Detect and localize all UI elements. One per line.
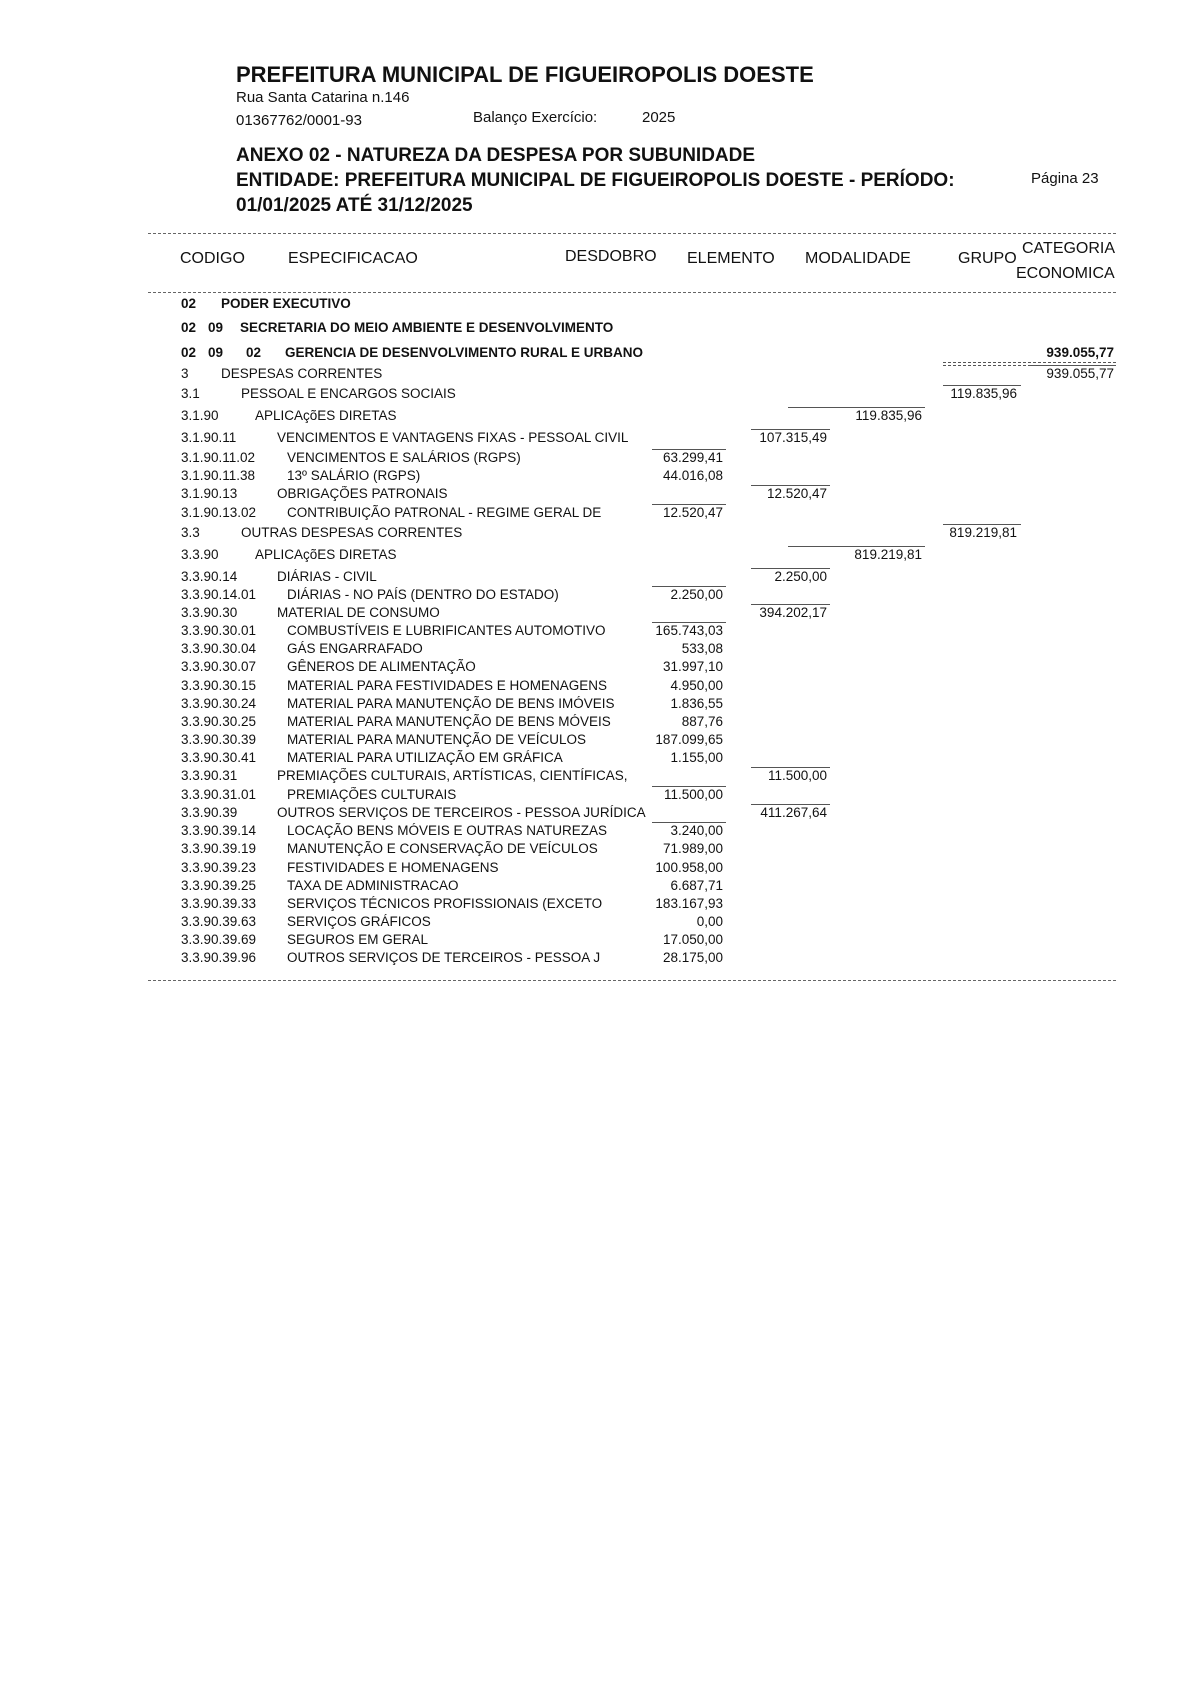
value-rule (751, 429, 830, 430)
annex-title: ANEXO 02 - NATUREZA DA DESPESA POR SUBUNIDADE (236, 145, 756, 166)
value-rule (751, 485, 830, 486)
row-code: 3.3.90.30 (181, 605, 238, 620)
cnpj: 01367762/0001-93 (236, 112, 362, 129)
row-value: 12.520,47 (662, 505, 723, 520)
value-rule (788, 407, 925, 408)
page-number: Página 23 (1031, 170, 1099, 187)
row-code: 3.3.90.30.24 (181, 696, 257, 711)
value-rule (652, 622, 726, 623)
row-description: GÁS ENGARRAFADO (287, 641, 423, 656)
row-value: 1.836,55 (670, 696, 723, 711)
row-description: PESSOAL E ENCARGOS SOCIAIS (241, 386, 456, 401)
row-description: MATERIAL PARA MANUTENÇÃO DE VEÍCULOS (287, 732, 587, 747)
value-rule (751, 604, 830, 605)
row-description: SEGUROS EM GERAL (287, 932, 429, 947)
gerencia-total: 939.055,77 (1046, 345, 1114, 360)
row-code: 3.3.90.39.63 (181, 914, 257, 929)
row-code: 3.3.90.30.39 (181, 732, 257, 747)
row-value: 12.520,47 (766, 486, 827, 501)
row-value: 1.155,00 (670, 750, 723, 765)
secretaria-code1: 02 (181, 320, 197, 335)
value-rule (652, 449, 726, 450)
row-description: MATERIAL DE CONSUMO (277, 605, 440, 620)
row-value: 100.958,00 (655, 860, 723, 875)
row-value: 63.299,41 (662, 450, 723, 465)
value-rule (652, 586, 726, 587)
row-code: 3.3.90.30.07 (181, 659, 257, 674)
row-code: 3.3.90.39.23 (181, 860, 257, 875)
entity-line: ENTIDADE: PREFEITURA MUNICIPAL DE FIGUEIROPOLIS DOESTE - PERÍODO: (236, 170, 955, 191)
row-value: 533,08 (681, 641, 723, 656)
value-rule (943, 524, 1021, 525)
poder-name: PODER EXECUTIVO (221, 296, 351, 311)
row-value: 411.267,64 (760, 805, 827, 820)
row-code: 3.3.90 (181, 547, 219, 562)
gerencia-code1: 02 (181, 345, 197, 360)
row-code: 3.1.90.11.38 (181, 468, 256, 483)
gerencia-code2: 09 (208, 345, 224, 360)
value-rule (652, 786, 726, 787)
table-bottom-rule (148, 980, 1116, 981)
address: Rua Santa Catarina n.146 (236, 89, 410, 106)
row-value: 119.835,96 (950, 386, 1017, 401)
row-description: MATERIAL PARA MANUTENÇÃO DE BENS MÓVEIS (287, 714, 611, 729)
row-value: 4.950,00 (670, 678, 723, 693)
balanco-year: 2025 (642, 109, 676, 126)
row-value: 11.500,00 (767, 768, 827, 783)
row-description: APLICAçõES DIRETAS (255, 547, 397, 562)
row-description: DIÁRIAS - NO PAÍS (DENTRO DO ESTADO) (287, 587, 559, 602)
row-description: MATERIAL PARA MANUTENÇÃO DE BENS IMÓVEIS (287, 696, 615, 711)
row-value: 44.016,08 (662, 468, 723, 483)
row-description: VENCIMENTOS E SALÁRIOS (RGPS) (287, 450, 521, 465)
col-grupo: GRUPO (958, 250, 1017, 267)
row-description: OUTROS SERVIÇOS DE TERCEIROS - PESSOA J (287, 950, 601, 965)
row-value: 2.250,00 (670, 587, 723, 602)
row-description: PREMIAÇÕES CULTURAIS, ARTÍSTICAS, CIENTÍFICAS, (277, 768, 628, 783)
row-value: 2.250,00 (774, 569, 827, 584)
row-value: 11.500,00 (663, 787, 723, 802)
row-code: 3.3.90.39.19 (181, 841, 257, 856)
row-code: 3.3.90.39.25 (181, 878, 257, 893)
row-code: 3.3.90.39.96 (181, 950, 257, 965)
gerencia-code3: 02 (246, 345, 262, 360)
row-value: 31.997,10 (662, 659, 723, 674)
row-code: 3.3.90.30.25 (181, 714, 257, 729)
row-code: 3.1 (181, 386, 200, 401)
row-code: 3.1.90.11.02 (181, 450, 256, 465)
row-description: GÊNEROS DE ALIMENTAÇÃO (287, 659, 476, 674)
row-code: 3.1.90.11 (181, 430, 237, 445)
value-rule (943, 385, 1021, 386)
row-description: TAXA DE ADMINISTRACAO (287, 878, 459, 893)
row-code: 3.3.90.30.01 (181, 623, 257, 638)
row-code: 3.3.90.30.04 (181, 641, 257, 656)
col-desdobro: DESDOBRO (565, 248, 657, 265)
row-description: MANUTENÇÃO E CONSERVAÇÃO DE VEÍCULOS (287, 841, 598, 856)
row-description: MATERIAL PARA UTILIZAÇÃO EM GRÁFICA (287, 750, 563, 765)
row-description: 13º SALÁRIO (RGPS) (287, 468, 421, 483)
row-code: 3.3 (181, 525, 200, 540)
secretaria-name: SECRETARIA DO MEIO AMBIENTE E DESENVOLVIMENTO (240, 320, 614, 335)
row-value: 0,00 (696, 914, 723, 929)
gerencia-name: GERENCIA DE DESENVOLVIMENTO RURAL E URBANO (285, 345, 644, 360)
row-code: 3.3.90.14.01 (181, 587, 257, 602)
row-value: 939.055,77 (1046, 366, 1114, 381)
value-rule (751, 568, 830, 569)
row-value: 819.219,81 (854, 547, 922, 562)
row-description: OBRIGAÇÕES PATRONAIS (277, 486, 448, 501)
row-description: MATERIAL PARA FESTIVIDADES E HOMENAGENS (287, 678, 608, 693)
row-description: VENCIMENTOS E VANTAGENS FIXAS - PESSOAL CIVIL (277, 430, 629, 445)
row-code: 3.1.90.13 (181, 486, 238, 501)
value-rule (751, 804, 830, 805)
header-bottom-rule (148, 292, 1116, 293)
value-rule (652, 822, 726, 823)
row-value: 819.219,81 (949, 525, 1017, 540)
col-especificacao: ESPECIFICACAO (288, 250, 418, 267)
row-description: CONTRIBUIÇÃO PATRONAL - REGIME GERAL DE (287, 505, 602, 520)
secretaria-code2: 09 (208, 320, 224, 335)
row-code: 3.3.90.31.01 (181, 787, 257, 802)
period-line: 01/01/2025 ATÉ 31/12/2025 (236, 195, 473, 216)
row-description: SERVIÇOS TÉCNICOS PROFISSIONAIS (EXCETO (287, 896, 603, 911)
row-value: 107.315,49 (759, 430, 827, 445)
row-code: 3.3.90.39.14 (181, 823, 257, 838)
row-description: DIÁRIAS - CIVIL (277, 569, 377, 584)
col-modalidade: MODALIDADE (805, 250, 911, 267)
poder-code: 02 (181, 296, 197, 311)
row-code: 3.3.90.39 (181, 805, 238, 820)
row-code: 3.3.90.30.15 (181, 678, 257, 693)
col-codigo: CODIGO (180, 250, 245, 267)
row-value: 394.202,17 (759, 605, 827, 620)
value-rule (652, 504, 726, 505)
row-description: DESPESAS CORRENTES (221, 366, 383, 381)
col-elemento: ELEMENTO (687, 250, 775, 267)
value-rule (788, 546, 925, 547)
row-description: PREMIAÇÕES CULTURAIS (287, 787, 457, 802)
row-description: APLICAçõES DIRETAS (255, 408, 397, 423)
row-description: LOCAÇÃO BENS MÓVEIS E OUTRAS NATUREZAS (287, 823, 608, 838)
row-code: 3.1.90.13.02 (181, 505, 257, 520)
row-code: 3.3.90.31 (181, 768, 238, 783)
balanco-label: Balanço Exercício: (473, 109, 598, 126)
row-value: 28.175,00 (662, 950, 723, 965)
row-code: 3 (181, 366, 189, 381)
header-top-rule (148, 233, 1116, 234)
row-description: SERVIÇOS GRÁFICOS (287, 914, 431, 929)
col-economica: ECONOMICA (1016, 265, 1115, 282)
value-rule (1030, 365, 1116, 366)
value-rule (751, 767, 830, 768)
row-code: 3.1.90 (181, 408, 219, 423)
row-code: 3.3.90.14 (181, 569, 238, 584)
municipality-title: PREFEITURA MUNICIPAL DE FIGUEIROPOLIS DOESTE (236, 62, 814, 87)
row-code: 3.3.90.39.69 (181, 932, 257, 947)
row-description: OUTROS SERVIÇOS DE TERCEIROS - PESSOA JURÍDICA (277, 805, 646, 820)
row-value: 165.743,03 (655, 623, 723, 638)
row-description: FESTIVIDADES E HOMENAGENS (287, 860, 499, 875)
row-value: 71.989,00 (662, 841, 723, 856)
row-value: 887,76 (681, 714, 723, 729)
row-description: OUTRAS DESPESAS CORRENTES (241, 525, 463, 540)
row-value: 183.167,93 (655, 896, 723, 911)
col-categoria: CATEGORIA (1022, 240, 1116, 257)
row-code: 3.3.90.30.41 (181, 750, 257, 765)
row-value: 3.240,00 (670, 823, 723, 838)
row-value: 6.687,71 (670, 878, 723, 893)
row-value: 17.050,00 (662, 932, 723, 947)
row-description: COMBUSTÍVEIS E LUBRIFICANTES AUTOMOTIVO (287, 623, 606, 638)
row-value: 119.835,96 (855, 408, 922, 423)
row-code: 3.3.90.39.33 (181, 896, 257, 911)
row-value: 187.099,65 (655, 732, 723, 747)
